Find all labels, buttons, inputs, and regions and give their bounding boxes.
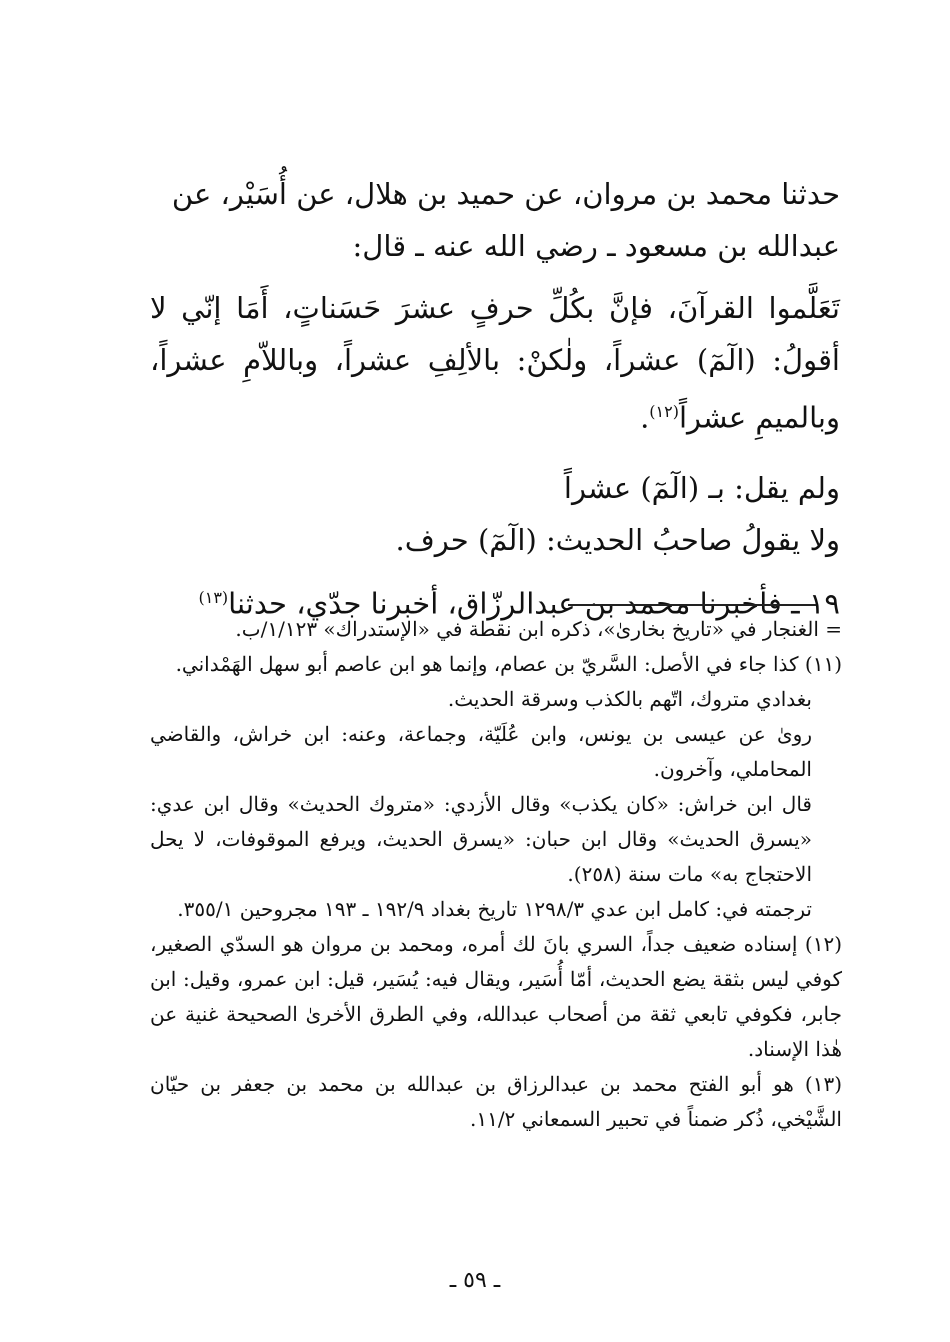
footnote-11-line-5: ترجمته في: كامل ابن عدي ١٢٩٨/٣ تاريخ بغداد ١٩٢/٩ ـ ١٩٣ مجروحين ٣٥٥/١. [177, 897, 812, 921]
main-text-block [150, 168, 840, 629]
hadith-text: تَعَلَّموا القرآنَ، فإنَّ بكُلِّ حرفٍ عشرَ حَسَناتٍ، أَمَا إنّي لا أقولُ: (الٓمٓ) عشراً، ولٰكنْ: بالألِفِ عشراً، وباللاّمِ عشراً، وبالميمِ عشراً [150, 291, 840, 435]
hadith-quote [150, 282, 840, 444]
footnote-divider [568, 604, 816, 606]
footnote-continuation: = الغنجار في «تاريخ بخارىٰ»، ذكره ابن نقطة في «الإستدراك» ١/١٢٣/ب. [235, 617, 842, 641]
hadith-end: . [640, 400, 650, 435]
footnote-13: (١٣) هو أبو الفتح محمد بن عبدالرزاق بن عبدالله بن محمد بن جعفر بن حيّان الشَّيْخي، ذُكر ضمناً في تحبير السمعاني ١١/٢. [150, 1072, 842, 1131]
page-number: ـ ٥٩ ـ [449, 1268, 501, 1293]
footnote-11-line-4: قال ابن خراش: «كان يكذب» وقال الأزدي: «متروك الحديث» وقال ابن عدي: «يسرق الحديث» وقال ابن حبان: «يسرق الحديث، ويرفع الموقوفات، لا يحل الاحتجاج به» مات سنة (٢٥٨). [150, 792, 812, 886]
footnote-ref-13[interactable]: (١٣) [198, 587, 229, 607]
saying-2: ولا يقولُ صاحبُ الحديث: (الٓمٓ) حرف. [395, 522, 840, 557]
footnote-11-line-2: بغدادي متروك، اتّهم بالكذب وسرقة الحديث. [447, 687, 812, 711]
isnad-line-2: عبدالله بن مسعود ـ رضي الله عنه ـ قال: [352, 229, 840, 263]
saying-1: ولم يقل: بـ (الٓمٓ) عشراً [563, 470, 840, 505]
sayings-block [150, 462, 840, 566]
isnad-line-1: حدثنا محمد بن مروان، عن حميد بن هلال، عن أُسَيْر، عن [171, 177, 840, 211]
footnote-11-line-1: (١١) كذا جاء في الأصل: السَّريّ بن عصام، وإنما هو ابن عاصم أبو سهل الهَمْداني. [175, 652, 842, 676]
footnotes-block [150, 612, 842, 1137]
footnote-11-line-3: روىٰ عن عيسى بن يونس، وابن عُلَيّة، وجماعة، وعنه: ابن خراش، والقاضي المحاملي، وآخرون. [150, 722, 812, 781]
hadith-19-text: ١٩ ـ فأخبرنا محمد بن عبدالرزّاق، أخبرنا جدّي، حدثنا [228, 586, 840, 621]
footnote-12: (١٢) إسناده ضعيف جداً، السري بانَ لك أمره، ومحمد بن مروان هو السدّي الصغير، كوفي ليس بثقة يضع الحديث، أمّا أُسَير، ويقال فيه: يُسَير، قيل: ابن عمرو، وقيل: ابن جابر، فكوفي تابعي ثقة من أصحاب عبدالله، وفي الطرق الأخرىٰ الصحيحة غنية عن هٰذا الإسناد. [150, 932, 842, 1061]
footnote-ref-12[interactable]: (١٢) [649, 402, 679, 421]
